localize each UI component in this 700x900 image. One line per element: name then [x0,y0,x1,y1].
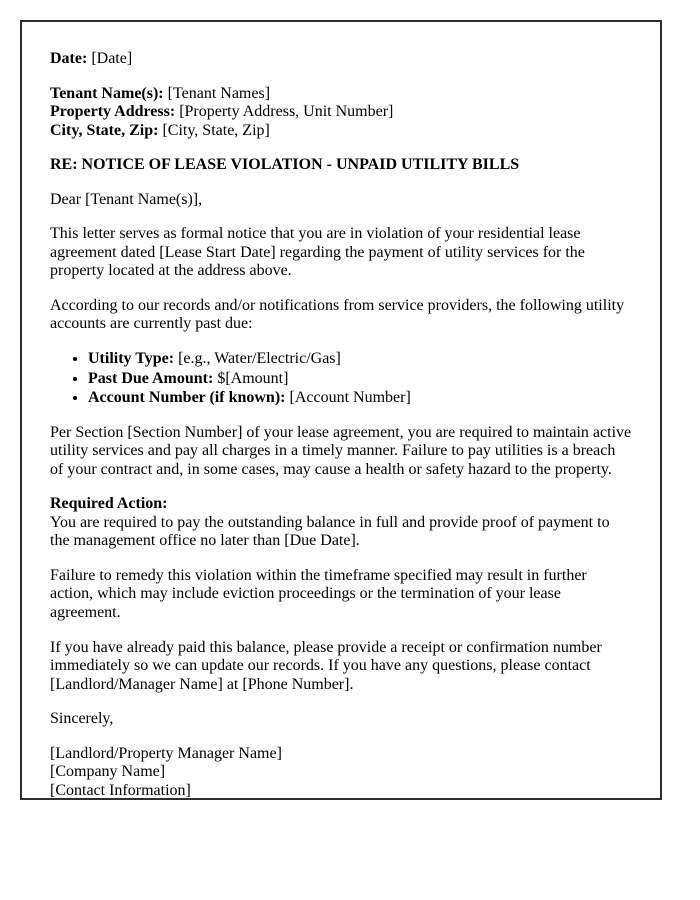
city-state-zip-label: City, State, Zip: [50,121,159,139]
date-label: Date: [50,50,88,67]
past-due-list [50,350,632,408]
closing: Sincerely, [50,710,114,728]
date-line [50,50,632,69]
paragraph-already-paid: If you have already paid this balance, please provide a receipt or confirmation number immediately so we can update our records. If you have any questions, please contact [Landlord/Manager Name] at [Phone Number]. [50,638,602,693]
list-item-utility-type [88,350,632,369]
account-number-value: [Account Number] [289,389,411,407]
list-item-past-due-amount [88,370,632,389]
utility-type-label: Utility Type: [88,350,175,368]
required-action-block [50,495,632,551]
required-action-label: Required Action: [50,495,168,513]
signature-company-name: [Company Name] [50,763,166,781]
utility-type-value: [e.g., Water/Electric/Gas] [178,350,341,368]
recipient-block [50,85,632,141]
past-due-amount-label: Past Due Amount: [88,369,214,387]
signature-block [50,745,632,800]
tenant-name-label: Tenant Name(s): [50,84,164,102]
account-number-label: Account Number (if known): [88,389,286,407]
signature-manager-name: [Landlord/Property Manager Name] [50,744,282,762]
salutation: Dear [Tenant Name(s)], [50,190,203,208]
subject-line: RE: NOTICE OF LEASE VIOLATION - UNPAID UTILITY BILLS [50,156,520,174]
property-address-label: Property Address: [50,103,176,121]
paragraph-records: According to our records and/or notifications from service providers, the following utility accounts are currently past due: [50,296,625,333]
letter-document [20,20,662,800]
paragraph-lease-terms: Per Section [Section Number] of your lease agreement, you are required to maintain active utility services and pay all charges in a timely manner. Failure to pay utilities is a breach of your contract and, in some cases, may cause a health or safety hazard to the property. [50,423,632,478]
paragraph-failure: Failure to remedy this violation within the timeframe specified may result in further action, which may include eviction proceedings or the termination of your lease agreement. [50,566,587,622]
list-item-account-number [88,389,632,408]
property-address-value: [Property Address, Unit Number] [179,103,394,121]
signature-contact-info: [Contact Information] [50,781,191,799]
date-value: [Date] [91,50,133,67]
paragraph-intro: This letter serves as formal notice that you are in violation of your residential lease agreement dated [Lease Start Date] regarding the payment of utility services for the property located at the address above. [50,225,585,280]
required-action-text: You are required to pay the outstanding balance in full and provide proof of payment to the management office no later than [Due Date]. [50,513,610,550]
tenant-name-value: [Tenant Names] [167,84,271,102]
past-due-amount-value: $[Amount] [217,369,289,387]
city-state-zip-value: [City, State, Zip] [162,121,270,139]
